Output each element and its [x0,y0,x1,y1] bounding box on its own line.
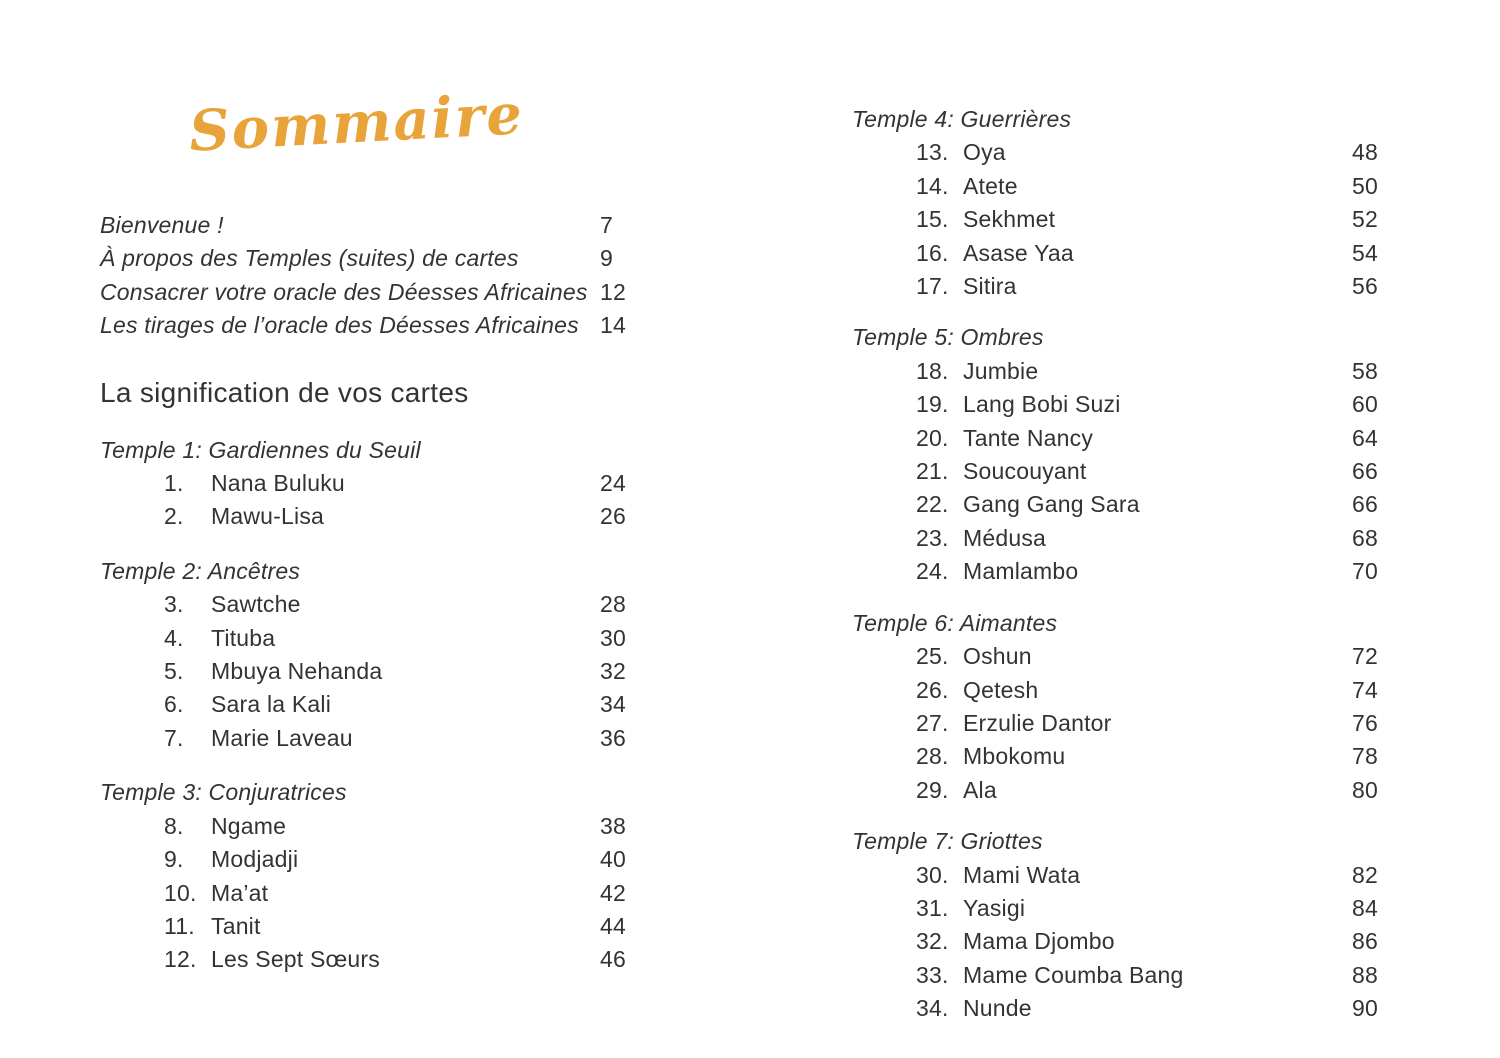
entry-number: 1. [164,470,184,497]
temple-heading: Temple 4: Guerrières [852,106,1072,132]
entry-name: Sitira [963,273,1017,300]
toc-intro-label: Les tirages de l’oracle des Déesses Africaines [100,312,579,339]
temple-entries [100,810,633,977]
toc-entry [852,925,1385,958]
toc-entry [852,355,1385,388]
entry-number: 3. [164,591,184,618]
toc-intro-label: Bienvenue ! [100,212,224,238]
toc-page-number: 12 [600,278,626,305]
toc-entry [100,688,633,721]
entry-page-number: 66 [1352,458,1378,485]
entry-number: 22. [916,491,949,518]
entry-name: Ma’at [211,879,269,906]
entry-number: 30. [916,861,949,888]
entry-number: 11. [164,912,195,939]
entry-page-number: 26 [600,503,626,530]
entry-name: Soucouyant [963,458,1087,485]
entry-number: 31. [916,894,949,921]
toc-entry [852,522,1385,555]
section-heading: La signification de vos cartes [100,376,469,408]
toc-intro-item [100,209,633,242]
toc-entry [852,992,1385,1025]
entry-page-number: 80 [1352,776,1378,803]
entry-page-number: 24 [600,470,626,497]
entry-name: Marie Laveau [211,724,353,751]
entry-number: 15. [916,206,949,233]
entry-name: Erzulie Dantor [963,709,1112,736]
entry-number: 8. [164,812,184,839]
entry-name: Lang Bobi Suzi [963,391,1121,418]
entry-name: Les Sept Sœurs [211,946,380,973]
toc-entry [852,859,1385,892]
entry-name: Mbokomu [963,743,1066,770]
entry-name: Mama Djombo [963,928,1115,955]
entry-page-number: 30 [600,624,626,651]
entry-number: 7. [164,724,184,751]
entry-name: Nunde [963,995,1032,1022]
entry-name: Sawtche [211,591,301,618]
toc-page-number: 14 [600,312,626,339]
toc-entry [100,500,633,533]
toc-entry [852,707,1385,740]
temple-block [100,555,633,755]
entry-page-number: 38 [600,812,626,839]
entry-page-number: 90 [1352,995,1378,1022]
toc-entry [852,455,1385,488]
toc-intro-label: Consacrer votre oracle des Déesses Africaines [100,278,588,305]
entry-page-number: 60 [1352,391,1378,418]
entry-page-number: 28 [600,591,626,618]
entry-name: Nana Buluku [211,470,345,497]
toc-entry [852,959,1385,992]
toc-intro-label: À propos des Temples (suites) de cartes [100,245,519,272]
entry-number: 33. [916,961,949,988]
entry-number: 20. [916,424,949,451]
toc-entry [852,674,1385,707]
entry-page-number: 70 [1352,558,1378,585]
entry-name: Tanit [211,912,261,939]
intro-list [100,209,633,343]
entry-number: 28. [916,743,949,770]
toc-entry [852,422,1385,455]
entry-number: 16. [916,239,949,266]
entry-name: Mami Wata [963,861,1081,888]
toc-entry [852,640,1385,673]
entry-name: Mbuya Nehanda [211,658,383,685]
temple-block [852,321,1385,588]
entry-name: Oshun [963,643,1032,670]
entry-name: Ngame [211,812,287,839]
toc-entry [100,467,633,500]
entry-page-number: 40 [600,846,626,873]
entry-page-number: 74 [1352,676,1378,703]
toc-entry [100,877,633,910]
entry-number: 4. [164,624,184,651]
temples-right [852,103,1385,1026]
toc-entry [100,843,633,876]
entry-page-number: 66 [1352,491,1378,518]
entry-name: Gang Gang Sara [963,491,1140,518]
entry-name: Ala [963,776,997,803]
entry-page-number: 36 [600,724,626,751]
entry-page-number: 34 [600,691,626,718]
temple-block [100,776,633,976]
entry-number: 24. [916,558,949,585]
entry-name: Tituba [211,624,276,651]
toc-entry [852,270,1385,303]
entry-name: Médusa [963,524,1047,551]
temples-left [100,434,633,977]
left-column [100,81,633,1058]
temple-entries [852,640,1385,807]
entry-number: 10. [164,879,197,906]
entry-page-number: 48 [1352,139,1378,166]
toc-entry [100,655,633,688]
toc-entry [852,892,1385,925]
toc-entry [852,170,1385,203]
right-column [852,85,1385,1058]
entry-page-number: 52 [1352,206,1378,233]
entry-number: 5. [164,658,184,685]
temple-heading: Temple 2: Ancêtres [100,557,301,584]
toc-entry [100,910,633,943]
entry-page-number: 76 [1352,709,1378,736]
entry-number: 19. [916,391,949,418]
entry-name: Atete [963,172,1018,199]
temple-entries [852,136,1385,303]
toc-entry [852,555,1385,588]
toc-entry [852,774,1385,807]
entry-number: 34. [916,995,949,1022]
entry-number: 6. [164,691,184,718]
toc-entry [852,237,1385,270]
entry-name: Sekhmet [963,206,1056,233]
entry-name: Asase Yaa [963,239,1074,266]
toc-entry [852,388,1385,421]
entry-page-number: 46 [600,946,626,973]
toc-entry [852,488,1385,521]
entry-number: 29. [916,776,949,803]
entry-name: Mame Coumba Bang [963,961,1184,988]
toc-entry [100,810,633,843]
toc-entry [100,622,633,655]
entry-name: Sara la Kali [211,691,332,718]
entry-number: 13. [916,139,949,166]
temple-heading: Temple 7: Griottes [852,828,1043,855]
entry-name: Modjadji [211,846,299,873]
temple-entries [100,467,633,534]
entry-number: 26. [916,676,949,703]
toc-entry [100,588,633,621]
entry-number: 12. [164,946,197,973]
entry-page-number: 56 [1352,273,1378,300]
entry-page-number: 44 [600,912,626,939]
toc-intro-item [100,309,633,342]
entry-page-number: 68 [1352,524,1378,551]
temple-heading: Temple 3: Conjuratrices [100,779,347,806]
temple-block [852,607,1385,807]
temple-block [852,103,1385,303]
entry-number: 32. [916,928,949,955]
entry-page-number: 50 [1352,172,1378,199]
temple-heading: Temple 6: Aimantes [852,609,1058,636]
temple-heading: Temple 5: Ombres [852,324,1044,351]
entry-number: 18. [916,357,949,384]
temple-block [852,825,1385,1025]
entry-page-number: 78 [1352,743,1378,770]
temple-entries [852,355,1385,589]
entry-page-number: 54 [1352,239,1378,266]
entry-page-number: 72 [1352,643,1378,670]
entry-page-number: 86 [1352,928,1378,955]
entry-page-number: 58 [1352,357,1378,384]
entry-number: 2. [164,503,184,530]
entry-page-number: 82 [1352,861,1378,888]
temple-block [100,434,633,534]
page-title: Sommaire [187,81,526,165]
temple-entries [852,859,1385,1026]
toc-entry [852,136,1385,169]
entry-page-number: 84 [1352,894,1378,921]
entry-name: Mawu-Lisa [211,503,325,530]
toc-entry [100,722,633,755]
entry-number: 9. [164,846,184,873]
toc-entry [852,203,1385,236]
toc-entry [100,943,633,976]
temple-entries [100,588,633,755]
entry-name: Oya [963,139,1006,166]
entry-page-number: 64 [1352,424,1378,451]
entry-number: 14. [916,172,949,199]
entry-number: 25. [916,643,949,670]
toc-page-number: 7 [600,212,613,238]
entry-number: 23. [916,524,949,551]
entry-name: Tante Nancy [963,424,1094,451]
entry-name: Mamlambo [963,558,1079,585]
entry-number: 27. [916,709,949,736]
entry-page-number: 32 [600,658,626,685]
toc-intro-item [100,242,633,275]
entry-page-number: 88 [1352,961,1378,988]
entry-number: 17. [916,273,949,300]
entry-name: Yasigi [963,894,1026,921]
entry-page-number: 42 [600,879,626,906]
toc-entry [852,740,1385,773]
toc-intro-item [100,276,633,309]
entry-name: Jumbie [963,357,1039,384]
toc-page-number: 9 [600,245,613,272]
entry-number: 21. [916,458,949,485]
temple-heading: Temple 1: Gardiennes du Seuil [100,436,421,463]
entry-name: Qetesh [963,676,1039,703]
